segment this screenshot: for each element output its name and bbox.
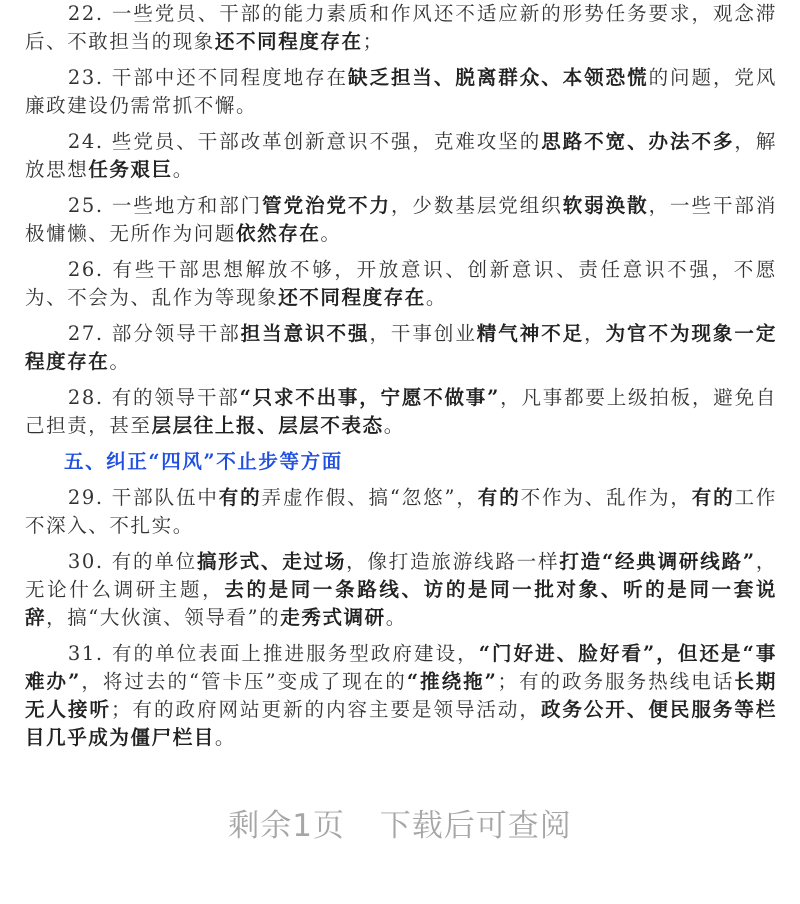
paragraph-text: 弄虚作假、搞“忽悠”， <box>261 486 478 509</box>
emphasized-text: 任务艰巨 <box>88 158 173 181</box>
emphasized-text: 依然存在 <box>236 222 321 245</box>
emphasized-text: 软弱涣散 <box>562 194 649 217</box>
list-item-paragraph <box>25 64 777 120</box>
emphasized-text: “推绕拖” <box>406 670 498 693</box>
emphasized-text: 搞形式、走过场 <box>196 550 347 573</box>
paragraph-text: 31. 有的单位表面上推进服务型政府建设， <box>67 642 479 665</box>
remaining-pages-text: 剩余1页 <box>228 808 345 844</box>
emphasized-text: 打造“经典调研线路” <box>559 550 756 573</box>
paragraph-text: ，干事创业 <box>369 322 477 345</box>
paragraph-text: 26. 有些干部思想解放不够，开放意识、创新意识、责任意识不强，不愿为、不会为、乱作为等现象 <box>25 258 777 309</box>
emphasized-text: 精气神不足 <box>476 322 585 345</box>
paragraph-text: 。 <box>172 158 194 181</box>
paragraph-text: ，少数基层党组织 <box>390 194 563 217</box>
paragraph-text: 24. 些党员、干部改革创新意识不强，克难攻坚的 <box>67 130 542 153</box>
preview-footer[interactable] <box>0 800 800 845</box>
list-item-paragraph <box>25 640 777 752</box>
paragraph-text: 25. 一些地方和部门 <box>67 194 263 217</box>
emphasized-text: 长期无人接听 <box>25 670 777 721</box>
emphasized-text: 还不同程度存在 <box>278 286 426 309</box>
paragraph-text: ， <box>584 322 606 345</box>
list-item-paragraph <box>25 320 777 376</box>
list-item-paragraph <box>25 548 777 632</box>
list-item-paragraph <box>25 384 777 440</box>
paragraph-text: 工作不深入、不扎实。 <box>25 486 778 537</box>
paragraph-text: ，搞“大伙演、领导看”的 <box>46 606 281 629</box>
section-heading: 五、纠正“四风”不止步等方面 <box>64 450 343 473</box>
paragraph-text: ，将过去的“管卡压”变成了现在的 <box>80 670 407 693</box>
paragraph-text: 22. 一些党员、干部的能力素质和作风还不适应新的形势任务要求，观念滞后、不敢担当的现象 <box>25 2 777 53</box>
list-item-paragraph <box>25 0 777 56</box>
paragraph-text: 28. 有的领导干部 <box>67 386 240 409</box>
emphasized-text: 层层往上报、层层不表态 <box>151 414 384 437</box>
paragraph-text: 27. 部分领导干部 <box>67 322 241 345</box>
paragraph-text: 。 <box>109 350 131 373</box>
paragraph-text: 29. 干部队伍中 <box>67 486 219 509</box>
emphasized-text: 还不同程度存在 <box>214 30 363 53</box>
paragraph-text: 。 <box>383 414 405 437</box>
emphasized-text: 有的 <box>477 486 521 509</box>
emphasized-text: 走秀式调研 <box>280 606 386 629</box>
emphasized-text: 有的 <box>691 486 735 509</box>
emphasized-text: “只求不出事，宁愿不做事” <box>239 386 500 409</box>
emphasized-text: 政务公开、便民服务等栏目几乎成为僵尸栏目 <box>25 698 777 749</box>
emphasized-text: 有的 <box>218 486 262 509</box>
paragraph-text: 的问题，党风廉政建设仍需常抓不懈。 <box>25 66 777 117</box>
paragraph-text: 23. 干部中还不同程度地存在 <box>67 66 349 89</box>
emphasized-text: “门好进、脸好看”，但还是“事难办” <box>25 642 777 693</box>
list-item-paragraph <box>25 192 777 248</box>
paragraph-text: 。 <box>320 222 342 245</box>
paragraph-text: 。 <box>385 606 407 629</box>
paragraph-text: ，无论什么调研主题， <box>25 550 777 601</box>
emphasized-text: 担当意识不强 <box>240 322 370 345</box>
document-body <box>25 0 777 760</box>
list-item-paragraph <box>25 128 777 184</box>
paragraph-text: ，解放思想 <box>25 130 777 181</box>
emphasized-text: 思路不宽、办法不多 <box>541 130 735 153</box>
paragraph-text: 30. 有的单位 <box>67 550 197 573</box>
emphasized-text: 管党治党不力 <box>262 194 391 217</box>
download-to-view-text[interactable]: 下载后可查阅 <box>379 808 572 844</box>
paragraph-text: ，一些干部消极慵懒、无所作为问题 <box>25 194 777 245</box>
emphasized-text: 缺乏担当、脱离群众、本领恐慌 <box>348 66 649 89</box>
paragraph-text: ；有的政府网站更新的内容主要是领导活动， <box>111 698 541 721</box>
paragraph-text: ，凡事都要上级拍板，避免自己担责，甚至 <box>25 386 778 437</box>
list-item-paragraph <box>25 484 777 540</box>
emphasized-text: 去的是同一条路线、访的是同一批对象、听的是同一套说辞 <box>25 578 777 629</box>
paragraph-text: 。 <box>425 286 448 309</box>
paragraph-text: ，像打造旅游线路一样 <box>346 550 560 573</box>
paragraph-text: ；有的政务服务热线电话 <box>497 670 735 693</box>
emphasized-text: 为官不为现象一定程度存在 <box>25 322 777 373</box>
paragraph-text: 。 <box>214 726 237 749</box>
list-item-paragraph <box>25 256 777 312</box>
paragraph-text: 不作为、乱作为， <box>520 486 692 509</box>
paragraph-text: ； <box>362 30 384 53</box>
